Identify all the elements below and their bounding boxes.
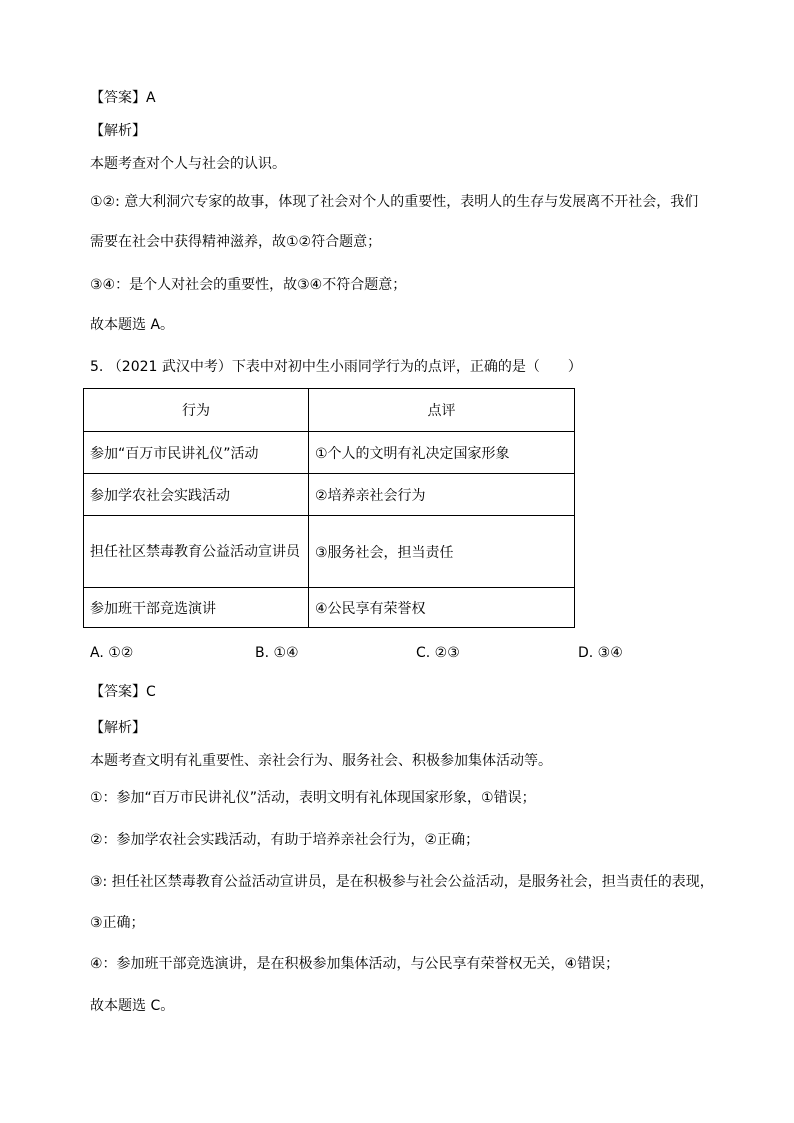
q5-answer: 【答案】C: [90, 684, 156, 700]
q4-analysis-heading: 【解析】: [90, 123, 146, 139]
table-header-behavior: 行为: [84, 389, 309, 432]
table-cell-comment: ①个人的文明有礼决定国家形象: [309, 432, 575, 474]
q5-analysis-line: ③正确；: [90, 915, 145, 931]
q5-analysis-line: ①：参加“百万市民讲礼仪”活动，表明文明有礼体现国家形象，①错误；: [90, 790, 536, 806]
q4-analysis-line: 本题考查对个人与社会的认识。: [90, 156, 286, 172]
option-d: D. ③④: [578, 645, 623, 661]
q5-analysis-line: ②：参加学农社会实践活动，有助于培养亲社会行为，②正确；: [90, 832, 480, 848]
table-row: [84, 432, 575, 474]
table-header-row: [84, 389, 575, 432]
q5-table: [83, 388, 575, 628]
q4-analysis-line: 需要在社会中获得精神滋养，故①②符合题意；: [90, 234, 382, 250]
table-cell-comment: ③服务社会，担当责任: [309, 516, 575, 588]
option-b: B. ①④: [255, 645, 299, 661]
table-row: [84, 588, 575, 628]
table-row: [84, 474, 575, 516]
option-a: A. ①②: [90, 645, 134, 661]
table-cell-behavior: 参加班干部竞选演讲: [84, 588, 309, 628]
table-cell-behavior: 担任社区禁毒教育公益活动宣讲员: [84, 516, 309, 588]
q5-analysis-line: 本题考查文明有礼重要性、亲社会行为、服务社会、积极参加集体活动等。: [90, 753, 552, 769]
table-cell-comment: ②培养亲社会行为: [309, 474, 575, 516]
q5-analysis-heading: 【解析】: [90, 720, 146, 736]
q5-analysis-line: ④：参加班干部竞选演讲，是在积极参加集体活动，与公民享有荣誉权无关，④错误；: [90, 956, 620, 972]
q5-analysis-line: 故本题选 C。: [90, 998, 175, 1014]
q4-analysis-line: ①②: 意大利洞穴专家的故事，体现了社会对个人的重要性，表明人的生存与发展离不开社会，我们: [90, 194, 699, 210]
table-cell-behavior: 参加“百万市民讲礼仪”活动: [84, 432, 309, 474]
q4-analysis-line: ③④：是个人对社会的重要性，故③④不符合题意；: [90, 277, 407, 293]
table-cell-behavior: 参加学农社会实践活动: [84, 474, 309, 516]
q4-analysis-line: 故本题选 A。: [90, 317, 175, 333]
q5-question: 5. （2021 武汉中考）下表中对初中生小雨同学行为的点评，正确的是（ ）: [90, 359, 582, 375]
q5-analysis-line: ③: 担任社区禁毒教育公益活动宣讲员，是在积极参与社会公益活动，是服务社会，担当责任的表现，: [90, 874, 714, 890]
table-row: [84, 516, 575, 588]
option-c: C. ②③: [416, 645, 460, 661]
q4-answer: 【答案】A: [90, 90, 156, 106]
table-cell-comment: ④公民享有荣誉权: [309, 588, 575, 628]
table-header-comment: 点评: [309, 389, 575, 432]
